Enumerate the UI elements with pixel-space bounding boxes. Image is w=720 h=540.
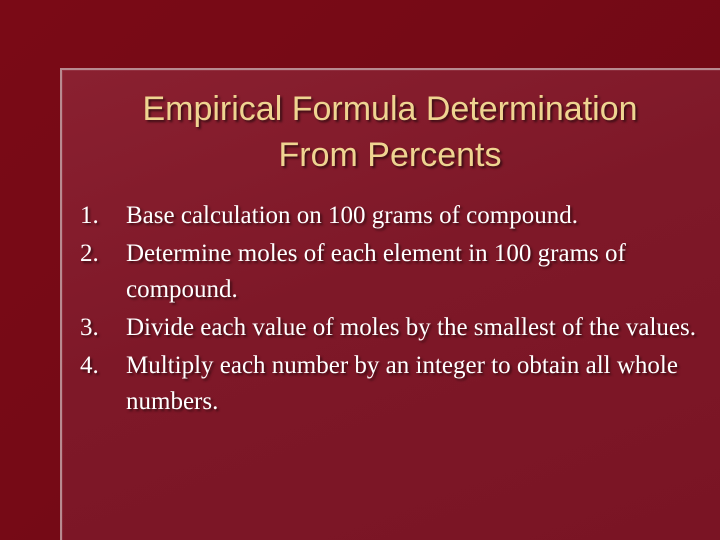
title-line-2: From Percents — [278, 136, 502, 174]
step-text: Determine moles of each element in 100 grams of compound. — [126, 240, 626, 303]
step-item — [80, 348, 700, 420]
step-item — [80, 198, 700, 234]
step-number: 2. — [80, 240, 99, 267]
title-line-1: Empirical Formula Determination — [142, 90, 638, 128]
slide-title — [60, 86, 720, 178]
step-number: 3. — [80, 314, 99, 341]
step-item — [80, 310, 700, 346]
step-text: Multiply each number by an integer to obtain all whole numbers. — [126, 352, 678, 415]
step-item — [80, 236, 700, 308]
step-text: Divide each value of moles by the smallest of the values. — [126, 314, 696, 341]
step-text: Base calculation on 100 grams of compound. — [126, 202, 578, 229]
step-number: 1. — [80, 202, 99, 229]
step-number: 4. — [80, 352, 99, 379]
steps-list — [80, 198, 700, 422]
